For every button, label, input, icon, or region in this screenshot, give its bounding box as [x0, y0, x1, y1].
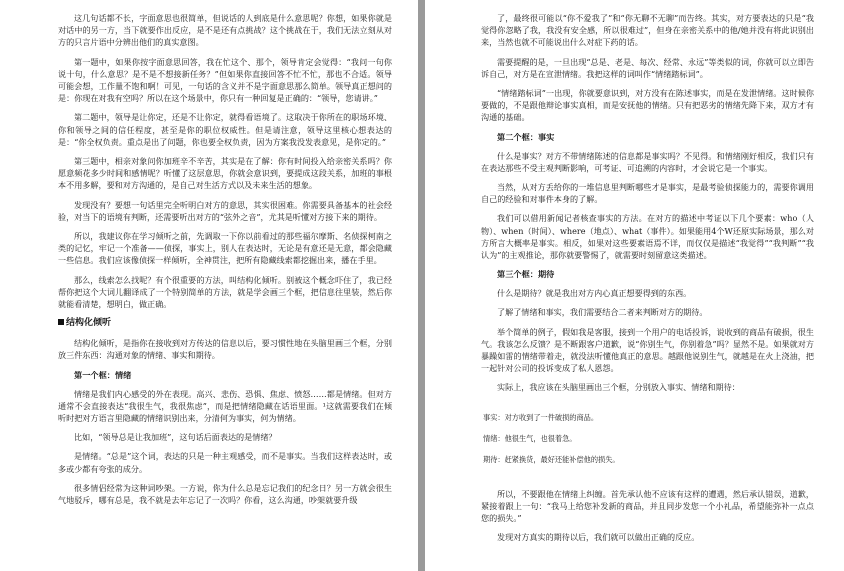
paragraph: “情绪踏标词”一出现，你就要意识到，对方没有在陈述事实，而是在发泄情绪。这时候你要做的，不是跟他辩论事实真相，而是安抚他的情绪。只有把恶劣的情绪先降下来，双方才有沟通的基础。 [481, 88, 814, 123]
paragraph: 第一题中，如果你按字面意思回答，我在忙这个、那个，领导肯定会觉得：“我问一句你说十句，什么意思？是不是不想接新任务？”但如果你直接回答不忙不忙，那也不合适。领导可能会想，工作量不饱和啊！可见，一句话的含义并不是字面意思那么简单。领导真正想问的是：你现在对我有空吗？所以在这个场景中，你只有一种回复是正确的：“领导，您请讲。” [58, 56, 392, 104]
paragraph: 第三题中，相亲对象问你加班辛不辛苦，其实是在了解：你有时间投入给亲密关系吗？你愿意频花多少时间和感情呢？听懂了这层意思，你就会意识到，要提成这段关系，加班的事根本不用多解，要和对方沟通的，是自己对生活方式以及未来生活的想象。 [58, 156, 392, 191]
paragraph: 情绪：他很生气，也很着急。 [483, 433, 577, 443]
left-page [0, 0, 418, 571]
paragraph: 所以，我建议你在学习倾听之前，先调取一下你以前看过的那些福尔摩斯、名侦探柯南之类的记忆，牢记一个准备——侦探，事实上，别人在表达时，无论是有意还是无意，都会隐藏一些信息。我们应该像侦探一样倾听，全神贯注，把所有隐藏线索都挖掘出来，播在手里。 [58, 231, 392, 266]
page-divider [418, 0, 425, 571]
paragraph: 很多情侣经常为这种词吵架。一方说，你为什么总是忘记我们的纪念日？另一方就会很生气地驳斥，哪有总是，我不就是去年忘记了一次吗？你看，这么沟通，吵架就要升级 [58, 482, 392, 506]
paragraph: 结构化倾听，是指你在接收到对方传达的信息以后，要习惯性地在头脑里画三个框，分别放三件东西：沟通对象的情绪、事实和期待。 [58, 338, 392, 361]
paragraph: 所以，不要跟他在情绪上纠缠。首先承认他不应该有这样的遭遇，然后承认错误，道歉，紧接着跟上一句：“我马上给您补发新的商品，并且同步发您一个小礼品，希望能弥补一点点您的损失。” [481, 488, 814, 524]
square-bullet-icon [58, 319, 64, 325]
paragraph: 这几句话都不长，字面意思也很简单，但说话的人到底是什么意思呢？你想，如果你就是对话中的另一方，当下就要作出反应，是不是还有点挑战？这个挑战在于，我们无法立刻从对方的只言片语中分辨出他们的真实意图。 [58, 13, 392, 48]
paragraph: 需要提醒的是，一旦出现“总是、老是、每次、经常、永远”等类似的词，你就可以立即告诉自己，对方是在宣泄情绪。我把这样的词叫作“情绪踏标词”。 [481, 56, 814, 79]
box1-paragraphs [58, 388, 392, 507]
paragraph: 期待：赶紧换货，最好还能补偿他的损失。 [483, 454, 620, 464]
paragraph: 什么是事实？对方不带情绪陈述的信息都是事实吗？不见得。和情绪刚好相反，我们只有在表达那些不受主观判断影响，可考证、可追溯的内容时，才会说它是一个事实。 [481, 150, 814, 173]
paragraph: 比如，“领导总是让我加班”，这句话后面表达的是情绪？ [74, 432, 277, 443]
right-page [425, 0, 844, 571]
left-paragraphs-top [58, 12, 392, 310]
right-paragraphs-a [481, 12, 814, 124]
paragraph: 了解了情绪和事实，我们需要结合二者来判断对方的期待。 [497, 307, 708, 318]
paragraph: 第二题中，领导是让你定，还是不让你定，就得看语境了。这取决于你所在的职场环境、你和领导之间的信任程度，甚至是你的职位权威性。但是请注意，领导这里核心想表达的是：“你全权负责。重点是出了问题，你也要全权负责，因为方案我没发表意见，是你定的。” [58, 112, 392, 147]
box1-heading: 第一个框：情绪 [74, 369, 132, 380]
paragraph: 发现没有？要想一句话里完全听明白对方的意思，其实很困难。你需要具备基本的社会经验，对当下的语境有判断，还需要听出对方的“弦外之音”，尤其是听懂对方接下来的期待。 [58, 199, 392, 222]
paragraph: 当然，从对方丢给你的一堆信息里判断哪些才是事实，是最考验侦探能力的，需要你调用自己的经验和对事件本身的了解。 [481, 182, 814, 205]
paragraph: 我们可以借用新闻记者核查事实的方法。在对方的描述中考证以下几个要素：who（人物）、when（时间）、where（地点）、what（事件）。如果能用4个W还原实际场景，那么对方所言大概率是事实。相反，如果对这些要素语焉不详，而仅仅是描述“我觉得”“我判断”“我认为”的主观推论，那你就要警惕了，就需要时刻留意这类描述。 [481, 213, 814, 261]
right-paragraphs-b [481, 150, 814, 262]
paragraph: 举个简单的例子，假如我是客服，接到一个用户的电话投诉，说收到的商品有破损，很生气。我该怎么反馈？是不断跟客户道歉，说“你别生气，你别着急”吗？显然不是。如果就对方暴躁如雷的情绪带着走，就没法听懂他真正的意思。越跟他说别生气，就越是在火上浇油，把一起针对公司的投诉变成了私人恩怨。 [481, 326, 814, 374]
paragraph: 实际上，我应该在头脑里画出三个框，分别放入事实、情绪和期待： [497, 382, 740, 393]
paragraph: 了，最终很可能以“你不爱我了”和“你无聊不无聊”而告终。其实，对方要表达的只是“我觉得你忽略了我，我没有安全感，所以很难过”，但身在亲密关系中的他/她并没有将此识别出来，当然也就不可能说出什么对症下药的话。 [481, 13, 814, 48]
section-heading: 结构化倾听 [58, 317, 392, 330]
section-paragraphs [58, 337, 392, 361]
right-paragraphs-c [481, 287, 814, 393]
paragraph: 那么，线索怎么找呢？有个很重要的方法，叫结构化倾听。别被这个概念吓住了，我已经帮你把这个大词儿翻译成了一个特别简单的方法，就是学会画三个框，把信息往里装，然后你就能看清楚，想明白，做正确。 [58, 274, 392, 310]
code-box [481, 412, 814, 466]
box2-heading: 第二个框：事实 [497, 131, 555, 142]
paragraph: 发现对方真实的期待以后，我们就可以做出正确的反应。 [497, 532, 700, 543]
right-paragraphs-d [481, 488, 814, 544]
paragraph: 情绪是我们内心感受的外在表现。高兴、悲伤、恐惧、焦虑、愤怒……都是情绪。但对方通常不会直接表达“我很生气，我很焦虑”，而是把情绪隐藏在话语里面。¹这就需要我们在倾听时把对方语言里隐藏的情绪识别出来，分清何为事实，何为情绪。 [58, 388, 392, 424]
paragraph: 是情绪。“总是”这个词，表达的只是一种主观感受，而不是事实。当我们这样表达时，或多或少都有夸张的成分。 [58, 451, 392, 474]
paragraph: 什么是期待？就是我出对方内心真正想要得到的东西。 [497, 288, 692, 299]
paragraph: 事实：对方收到了一件破损的商品。 [483, 412, 599, 422]
box3-heading: 第三个框：期待 [497, 269, 555, 280]
